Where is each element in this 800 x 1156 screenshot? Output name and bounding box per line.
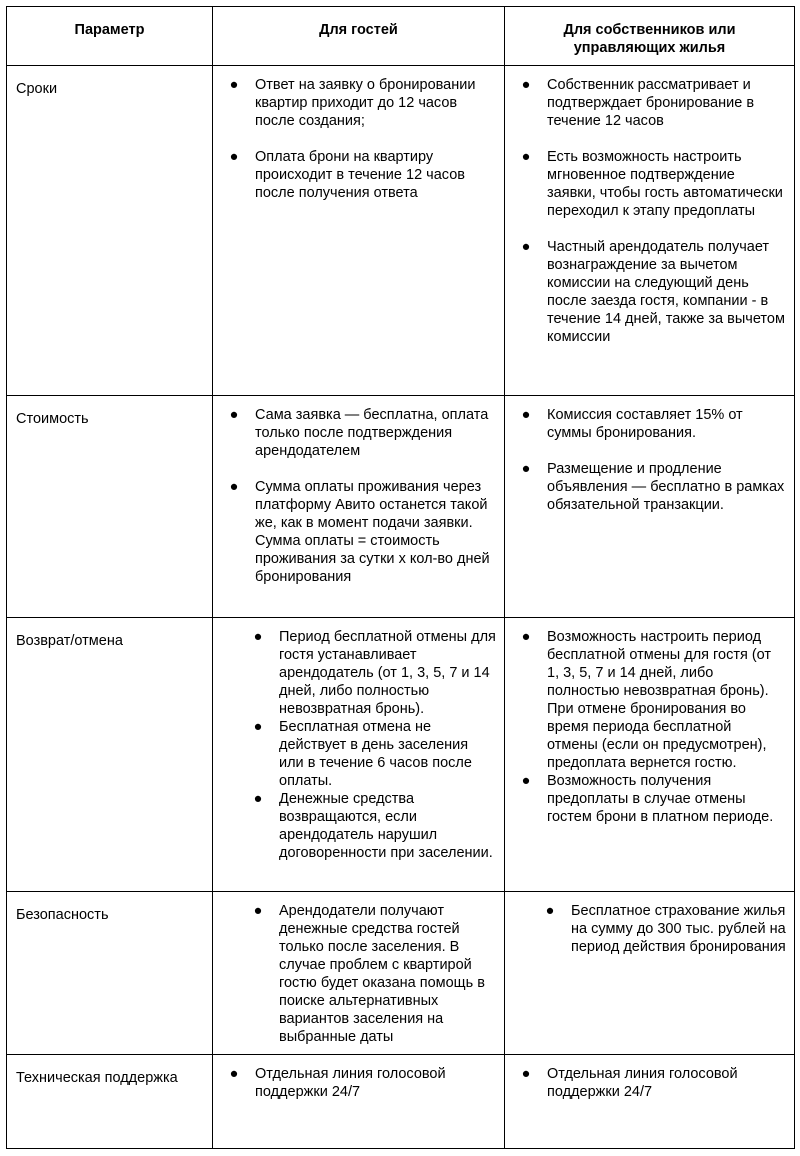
row-owners-cell bbox=[505, 66, 795, 396]
bullet-icon: ● bbox=[521, 77, 531, 93]
list-item bbox=[213, 148, 496, 202]
bullet-icon: ● bbox=[521, 773, 531, 789]
table-header-row bbox=[7, 7, 795, 66]
row-guests-cell bbox=[213, 892, 505, 1055]
list-item bbox=[505, 1065, 786, 1101]
list-item bbox=[213, 790, 496, 862]
owners-list bbox=[505, 902, 786, 956]
bullet-icon: ● bbox=[229, 1066, 239, 1082]
guests-list bbox=[213, 628, 496, 862]
row-guests-cell bbox=[213, 396, 505, 618]
owners-list bbox=[505, 76, 786, 346]
bullet-icon: ● bbox=[229, 407, 239, 423]
table-row-cost bbox=[7, 396, 795, 618]
list-item bbox=[505, 902, 786, 956]
list-item bbox=[505, 148, 786, 220]
row-param-label: Возврат/отмена bbox=[7, 618, 213, 892]
header-owners: Для собственников или управляющих жилья bbox=[505, 7, 795, 66]
table-row-refund bbox=[7, 618, 795, 892]
list-item-text: Сумма оплаты проживания через платформу Авито останется такой же, как в момент подачи заявки. Сумма оплаты = стоимость проживания за сутки х кол-во дней бронирования bbox=[255, 479, 490, 585]
list-item-text: Сама заявка — бесплатна, оплата только после подтверждения арендодателем bbox=[255, 407, 489, 459]
list-item-text: Комиссия составляет 15% от суммы бронирования. bbox=[547, 407, 743, 441]
list-item-text: Бесплатная отмена не действует в день заселения или в течение 6 часов после оплаты. bbox=[279, 719, 472, 789]
list-item bbox=[213, 902, 496, 1046]
bullet-icon: ● bbox=[253, 719, 263, 735]
list-item-text: Оплата брони на квартиру происходит в течение 12 часов после получения ответа bbox=[255, 149, 465, 201]
guests-list bbox=[213, 902, 496, 1046]
row-owners-cell bbox=[505, 396, 795, 618]
list-item-text: Ответ на заявку о бронировании квартир приходит до 12 часов после создания; bbox=[255, 77, 476, 129]
table-row-support bbox=[7, 1055, 795, 1149]
list-item bbox=[213, 406, 496, 460]
owners-list bbox=[505, 1065, 786, 1101]
bullet-icon: ● bbox=[545, 903, 555, 919]
guests-list bbox=[213, 1065, 496, 1101]
list-item-text: Возможность настроить период бесплатной отмены для гостя (от 1, 3, 5, 7 и 14 дней, либо полностью невозвратная бронь). При отмене бронирования во время периода бесплатной отмены (если он предусмотрен), предоплата вернется гостю. bbox=[547, 629, 772, 771]
bullet-icon: ● bbox=[253, 903, 263, 919]
row-guests-cell bbox=[213, 618, 505, 892]
list-item-text: Есть возможность настроить мгновенное подтверждение заявки, чтобы гость автоматически переходил к этапу предоплаты bbox=[547, 149, 783, 219]
header-guests: Для гостей bbox=[213, 7, 505, 66]
list-item-text: Отдельная линия голосовой поддержки 24/7 bbox=[255, 1066, 446, 1100]
bullet-icon: ● bbox=[521, 1066, 531, 1082]
bullet-icon: ● bbox=[521, 461, 531, 477]
list-item bbox=[505, 76, 786, 130]
owners-list bbox=[505, 406, 786, 514]
table-row-security bbox=[7, 892, 795, 1055]
row-param-label: Сроки bbox=[7, 66, 213, 396]
bullet-icon: ● bbox=[521, 149, 531, 165]
list-item bbox=[505, 238, 786, 346]
guests-list bbox=[213, 76, 496, 202]
list-item bbox=[505, 406, 786, 442]
row-param-label: Стоимость bbox=[7, 396, 213, 618]
owners-list bbox=[505, 628, 786, 826]
list-item bbox=[213, 628, 496, 718]
bullet-icon: ● bbox=[253, 791, 263, 807]
row-owners-cell bbox=[505, 618, 795, 892]
bullet-icon: ● bbox=[253, 629, 263, 645]
list-item-text: Частный арендодатель получает вознаграждение за вычетом комиссии на следующий день после заезда гостя, компании - в течение 14 дней, также за вычетом комиссии bbox=[547, 239, 785, 345]
row-param-label: Безопасность bbox=[7, 892, 213, 1055]
list-item bbox=[505, 628, 786, 772]
list-item bbox=[213, 718, 496, 790]
row-guests-cell bbox=[213, 66, 505, 396]
bullet-icon: ● bbox=[521, 629, 531, 645]
list-item bbox=[213, 1065, 496, 1101]
list-item-text: Период бесплатной отмены для гостя устанавливает арендодатель (от 1, 3, 5, 7 и 14 дней, либо полностью невозвратная бронь). bbox=[279, 629, 496, 717]
row-param-label: Техническая поддержка bbox=[7, 1055, 213, 1149]
bullet-icon: ● bbox=[229, 479, 239, 495]
list-item-text: Бесплатное страхование жилья на сумму до 300 тыс. рублей на период действия бронирования bbox=[571, 903, 786, 955]
list-item-text: Размещение и продление объявления — бесплатно в рамках обязательной транзакции. bbox=[547, 461, 785, 513]
list-item-text: Отдельная линия голосовой поддержки 24/7 bbox=[547, 1066, 738, 1100]
row-guests-cell bbox=[213, 1055, 505, 1149]
list-item-text: Арендодатели получают денежные средства гостей только после заселения. В случае проблем с квартирой гостю будет оказана помощь в поиске альтернативных вариантов заселения на выбранные даты bbox=[279, 903, 485, 1045]
list-item bbox=[213, 478, 496, 586]
bullet-icon: ● bbox=[521, 407, 531, 423]
list-item-text: Собственник рассматривает и подтверждает бронирование в течение 12 часов bbox=[547, 77, 755, 129]
list-item-text: Денежные средства возвращаются, если арендодатель нарушил договоренности при заселении. bbox=[279, 791, 493, 861]
guests-list bbox=[213, 406, 496, 586]
bullet-icon: ● bbox=[229, 77, 239, 93]
bullet-icon: ● bbox=[521, 239, 531, 255]
list-item bbox=[505, 460, 786, 514]
table-row-terms bbox=[7, 66, 795, 396]
list-item bbox=[213, 76, 496, 130]
comparison-table bbox=[6, 6, 795, 1149]
bullet-icon: ● bbox=[229, 149, 239, 165]
comparison-table-wrapper bbox=[6, 6, 795, 1149]
row-owners-cell bbox=[505, 1055, 795, 1149]
header-param: Параметр bbox=[7, 7, 213, 66]
row-owners-cell bbox=[505, 892, 795, 1055]
list-item bbox=[505, 772, 786, 826]
list-item-text: Возможность получения предоплаты в случае отмены гостем брони в платном периоде. bbox=[547, 773, 774, 825]
